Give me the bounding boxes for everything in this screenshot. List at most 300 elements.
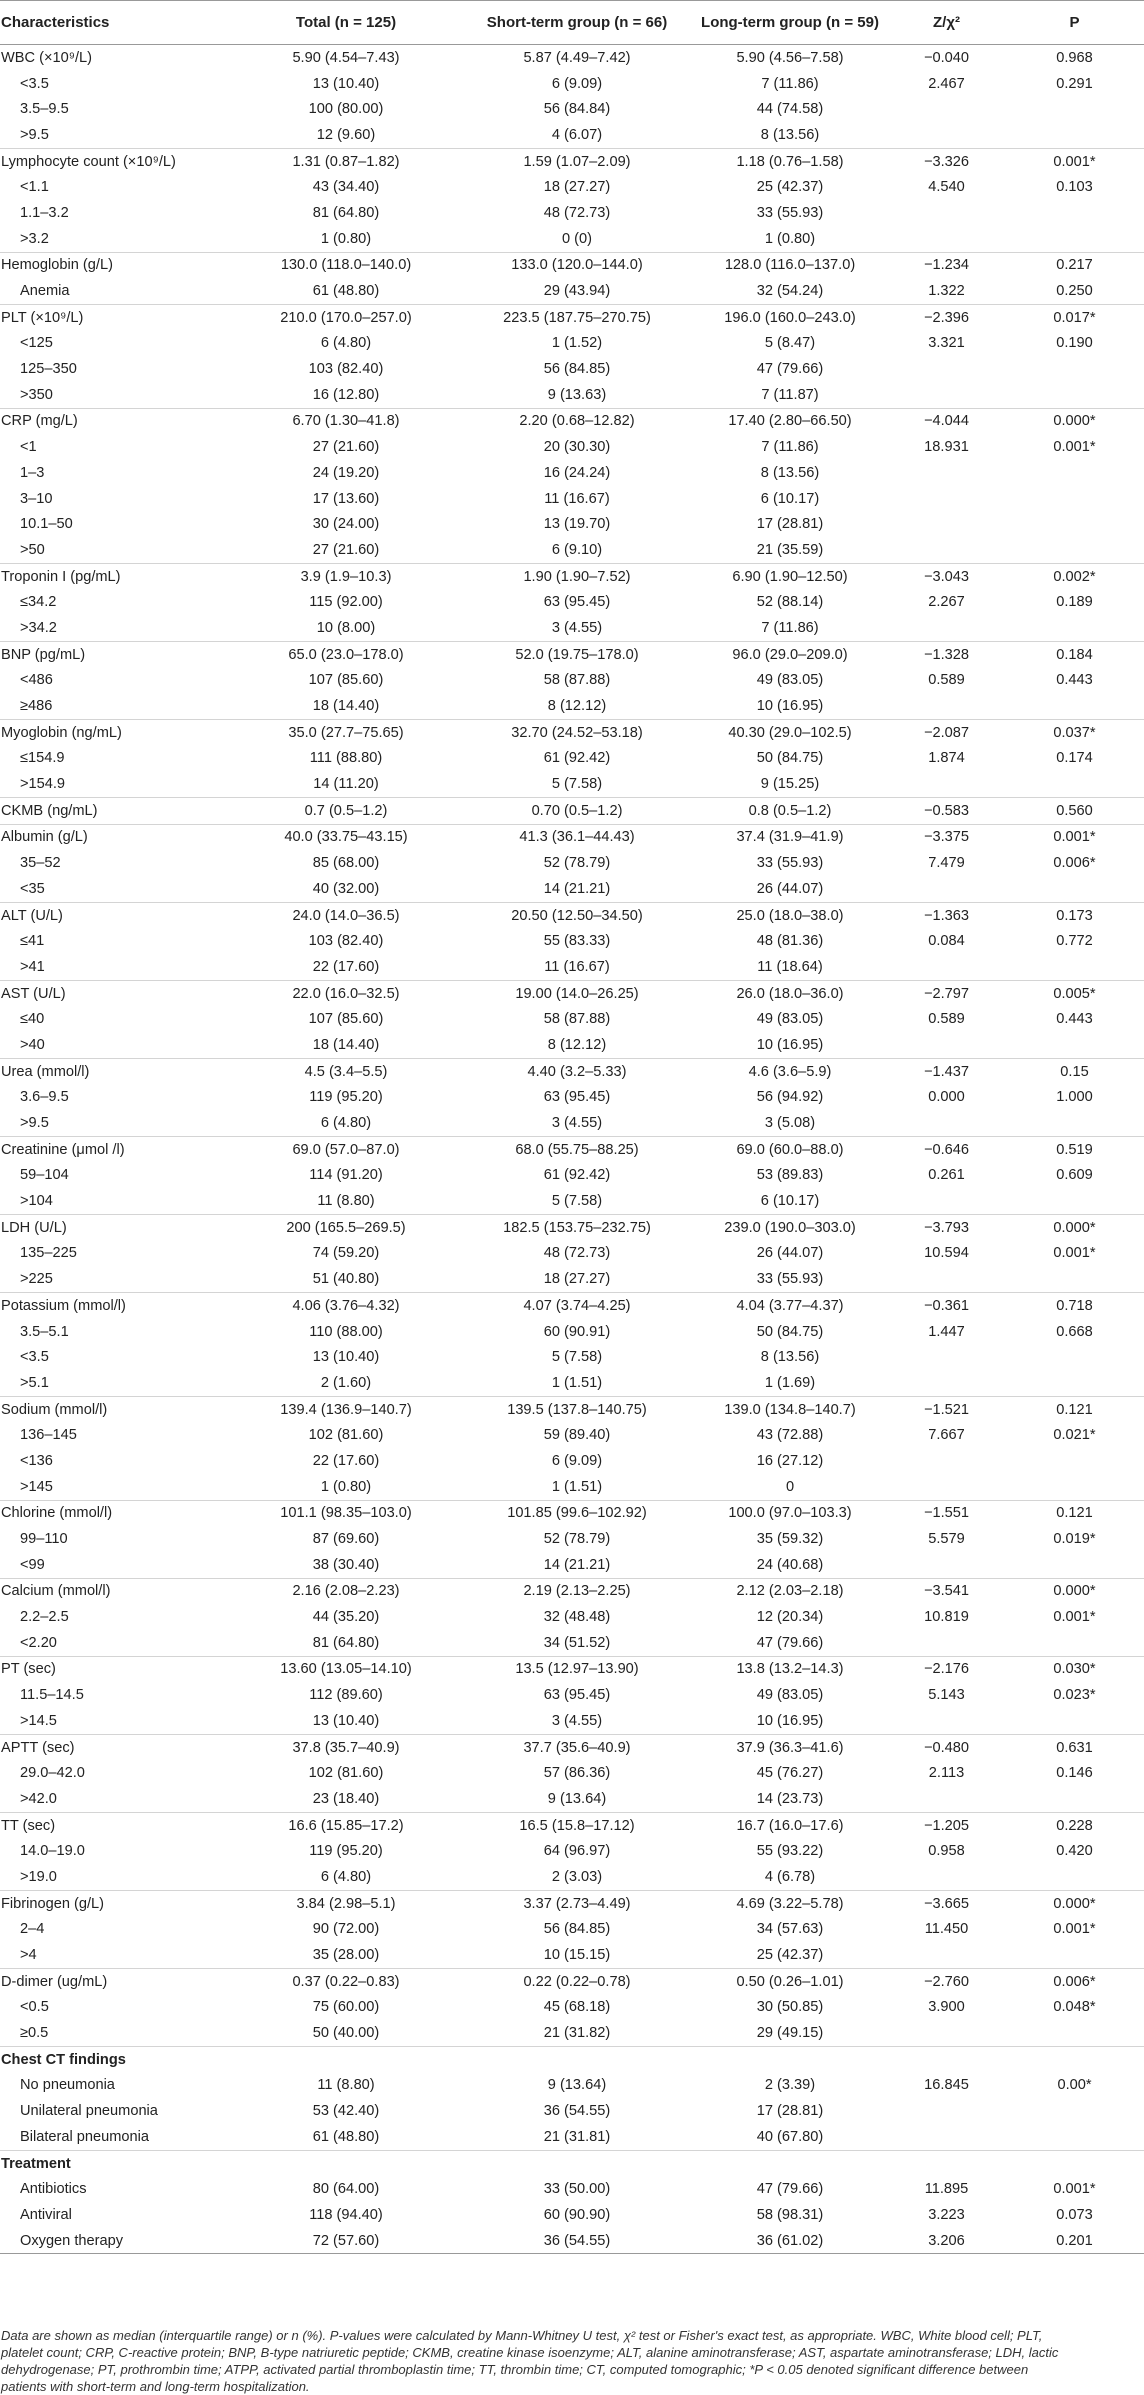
cell-z-chi2: −2.797 [888, 980, 1005, 1006]
row-label: Troponin I (pg/mL) [0, 563, 230, 589]
row-label: Urea (mmol/l) [0, 1058, 230, 1084]
row-label: 3.5–5.1 [20, 1323, 69, 1340]
cell-total: 0.7 (0.5–1.2) [230, 797, 462, 824]
cell-short-term: 1 (1.51) [551, 1374, 603, 1391]
row-label: <3.5 [20, 1349, 49, 1366]
cell-total: 24.0 (14.0–36.5) [230, 902, 462, 928]
cell-total: 103 (82.40) [308, 361, 384, 378]
table-row [0, 902, 1144, 928]
cell-z-chi2: −1.234 [888, 252, 1005, 278]
row-label: Anemia [20, 283, 70, 300]
row-label: APTT (sec) [0, 1734, 230, 1760]
cell-long-term: 37.9 (36.3–41.6) [692, 1734, 888, 1760]
cell-z-chi2: −3.793 [888, 1214, 1005, 1240]
cell-short-term: 6 (9.09) [551, 1452, 603, 1469]
cell-short-term: 32.70 (24.52–53.18) [462, 719, 692, 745]
cell-z-chi2: 16.845 [924, 2077, 969, 2094]
cell-total [230, 2150, 462, 2176]
table-row [0, 876, 1144, 902]
cell-total: 11 (8.80) [317, 1193, 375, 1210]
row-label: ≤40 [20, 1011, 45, 1028]
row-label: >145 [20, 1478, 53, 1495]
row-label: >104 [20, 1193, 53, 1210]
table-row [0, 252, 1144, 278]
cell-long-term: 16 (27.12) [756, 1452, 824, 1469]
cell-z-chi2 [888, 2020, 1005, 2046]
row-label: >9.5 [20, 1115, 49, 1132]
cell-z-chi2 [888, 537, 1005, 563]
table-row [0, 331, 1144, 357]
cell-short-term: 18 (27.27) [543, 1271, 611, 1288]
cell-p-value: 0.560 [1005, 797, 1144, 824]
cell-p-value: 0.190 [1056, 335, 1093, 352]
cell-p-value: 0.250 [1056, 283, 1093, 300]
row-label: >3.2 [20, 230, 49, 247]
cell-z-chi2 [888, 1786, 1005, 1812]
cell-total: 17 (13.60) [312, 490, 380, 507]
row-label: >40 [20, 1036, 45, 1053]
footnote-line: Data are shown as median (interquartile range) or n (%). P-values were calculated by Mann-Whitney U test, χ² test or Fisher's exact test, as appropriate. WBC, White blood cell; PLT, [1, 2328, 1043, 2343]
cell-z-chi2 [888, 1370, 1005, 1396]
cell-long-term: 69.0 (60.0–88.0) [692, 1136, 888, 1162]
row-label: >14.5 [20, 1712, 57, 1729]
row-label: 2–4 [20, 1921, 45, 1938]
cell-p-value: 0.519 [1005, 1136, 1144, 1162]
cell-short-term: 58 (87.88) [543, 672, 611, 689]
cell-long-term: 43 (72.88) [756, 1427, 824, 1444]
cell-p-value [1005, 1708, 1144, 1734]
cell-long-term: 58 (98.31) [756, 2206, 824, 2223]
cell-total: 114 (91.20) [309, 1167, 383, 1184]
table-row [0, 1163, 1144, 1189]
cell-total: 11 (8.80) [317, 2077, 375, 2094]
table-footnote [1, 2327, 1139, 2395]
cell-total: 14 (11.20) [313, 776, 379, 793]
cell-long-term: 47 (79.66) [756, 2181, 824, 2198]
cell-short-term: 61 (92.42) [543, 750, 611, 767]
table-row [0, 2020, 1144, 2046]
cell-p-value: 0.121 [1005, 1500, 1144, 1526]
cell-total: 40.0 (33.75–43.15) [230, 824, 462, 850]
row-label: 11.5–14.5 [20, 1687, 84, 1704]
cell-long-term: 37.4 (31.9–41.9) [692, 824, 888, 850]
cell-p-value [1005, 486, 1144, 512]
cell-long-term: 50 (84.75) [756, 750, 824, 767]
row-label: >42.0 [20, 1790, 57, 1807]
cell-p-value [1005, 537, 1144, 563]
cell-short-term: 37.7 (35.6–40.9) [462, 1734, 692, 1760]
table-row [0, 2176, 1144, 2202]
cell-total: 16 (12.80) [312, 386, 380, 403]
row-label: 59–104 [20, 1167, 69, 1184]
cell-total: 200 (165.5–269.5) [230, 1214, 462, 1240]
cell-short-term: 6 (9.09) [551, 75, 603, 92]
cell-short-term: 2 (3.03) [551, 1868, 603, 1885]
cell-long-term: 6.90 (1.90–12.50) [692, 563, 888, 589]
cell-long-term: 30 (50.85) [756, 1999, 824, 2016]
cell-z-chi2: 0.261 [928, 1167, 965, 1184]
cell-z-chi2: −2.176 [888, 1656, 1005, 1682]
table-row [0, 1942, 1144, 1968]
row-label: D-dimer (ug/mL) [0, 1968, 230, 1994]
row-label: Myoglobin (ng/mL) [0, 719, 230, 745]
cell-short-term: 4 (6.07) [551, 126, 603, 143]
header-p: P [1005, 1, 1144, 45]
cell-z-chi2: −0.646 [888, 1136, 1005, 1162]
cell-p-value: 0.006* [1053, 855, 1096, 872]
cell-total: 13.60 (13.05–14.10) [230, 1656, 462, 1682]
cell-short-term: 36 (54.55) [543, 2103, 611, 2120]
cell-p-value: 0.023* [1053, 1687, 1096, 1704]
header-characteristics: Characteristics [0, 1, 230, 45]
cell-z-chi2 [888, 771, 1005, 797]
cell-short-term: 48 (72.73) [543, 204, 611, 221]
cell-p-value: 0.173 [1005, 902, 1144, 928]
row-label: 1–3 [20, 464, 45, 481]
cell-z-chi2: 5.143 [928, 1687, 965, 1704]
table-row [0, 2124, 1144, 2150]
header-total: Total (n = 125) [230, 1, 462, 45]
cell-short-term: 9 (13.63) [547, 386, 607, 403]
cell-z-chi2 [888, 1110, 1005, 1136]
row-label: 1.1–3.2 [20, 204, 69, 221]
table-row [0, 96, 1144, 122]
cell-z-chi2 [888, 1864, 1005, 1890]
table-row [0, 1864, 1144, 1890]
table-row [0, 1448, 1144, 1474]
row-label: 125–350 [20, 361, 77, 378]
cell-short-term: 9 (13.64) [547, 2077, 607, 2094]
cell-total: 53 (42.40) [312, 2103, 380, 2120]
cell-p-value: 0.002* [1005, 563, 1144, 589]
cell-long-term: 139.0 (134.8–140.7) [692, 1396, 888, 1422]
cell-long-term: 8 (13.56) [760, 464, 820, 481]
row-label: <1 [20, 439, 37, 456]
cell-p-value: 0.15 [1005, 1058, 1144, 1084]
cell-short-term: 11 (16.67) [544, 958, 610, 975]
cell-long-term: 35 (59.32) [756, 1531, 824, 1548]
table-row [0, 1760, 1144, 1786]
cell-p-value [1005, 356, 1144, 382]
cell-short-term: 45 (68.18) [543, 1999, 611, 2016]
cell-total: 139.4 (136.9–140.7) [230, 1396, 462, 1422]
cell-z-chi2 [888, 1266, 1005, 1292]
table-row [0, 200, 1144, 226]
cell-long-term: 56 (94.92) [756, 1089, 824, 1106]
row-label: >154.9 [20, 776, 66, 793]
cell-total: 74 (59.20) [312, 1245, 380, 1262]
cell-long-term: 26.0 (18.0–36.0) [692, 980, 888, 1006]
cell-p-value: 0.184 [1005, 641, 1144, 667]
cell-z-chi2: 10.819 [924, 1609, 969, 1626]
cell-long-term: 239.0 (190.0–303.0) [692, 1214, 888, 1240]
header-row [0, 1, 1144, 45]
table-row [0, 148, 1144, 174]
cell-short-term: 29 (43.94) [543, 283, 611, 300]
table-row [0, 537, 1144, 563]
cell-short-term: 58 (87.88) [543, 1011, 611, 1028]
cell-z-chi2: 3.321 [928, 335, 965, 352]
row-label: Calcium (mmol/l) [0, 1578, 230, 1604]
cell-total: 118 (94.40) [309, 2206, 383, 2223]
cell-long-term: 45 (76.27) [756, 1765, 824, 1782]
table-row [0, 1890, 1144, 1916]
row-label: ≤34.2 [20, 594, 57, 611]
cell-long-term: 40.30 (29.0–102.5) [692, 719, 888, 745]
cell-total: 103 (82.40) [308, 933, 384, 950]
cell-z-chi2: 5.579 [928, 1531, 965, 1548]
cell-z-chi2: 11.895 [924, 2181, 969, 2198]
cell-short-term: 21 (31.81) [543, 2128, 611, 2145]
cell-long-term: 17.40 (2.80–66.50) [692, 408, 888, 434]
cell-p-value: 0.037* [1005, 719, 1144, 745]
table-row [0, 797, 1144, 824]
cell-p-value [1005, 954, 1144, 980]
row-label: PT (sec) [0, 1656, 230, 1682]
cell-z-chi2 [888, 954, 1005, 980]
row-label: Oxygen therapy [0, 2228, 230, 2254]
cell-p-value [1005, 1032, 1144, 1058]
table-row [0, 1812, 1144, 1838]
cell-total: 72 (57.60) [230, 2228, 462, 2254]
table-row [0, 1968, 1144, 1994]
cell-short-term: 16 (24.24) [543, 464, 611, 481]
cell-short-term: 0.22 (0.22–0.78) [462, 1968, 692, 1994]
cell-total: 87 (69.60) [312, 1531, 380, 1548]
cell-total: 75 (60.00) [312, 1999, 380, 2016]
cell-z-chi2 [888, 2046, 1005, 2072]
row-label: ALT (U/L) [0, 902, 230, 928]
table-row [0, 382, 1144, 408]
table-row [0, 1526, 1144, 1552]
cell-p-value: 0.019* [1053, 1531, 1096, 1548]
cell-p-value: 0.001* [1053, 439, 1096, 456]
cell-short-term: 55 (83.33) [543, 933, 611, 950]
cell-p-value: 0.217 [1005, 252, 1144, 278]
cell-z-chi2 [888, 1552, 1005, 1578]
table-row [0, 954, 1144, 980]
cell-short-term: 13.5 (12.97–13.90) [462, 1656, 692, 1682]
row-label: Bilateral pneumonia [20, 2128, 149, 2145]
cell-total: 13 (10.40) [312, 75, 380, 92]
cell-z-chi2: −1.551 [888, 1500, 1005, 1526]
cell-p-value: 0.772 [1056, 933, 1093, 950]
cell-short-term: 2.20 (0.68–12.82) [462, 408, 692, 434]
cell-short-term: 5 (7.58) [551, 1193, 603, 1210]
cell-p-value: 1.000 [1056, 1089, 1093, 1106]
cell-p-value: 0.228 [1005, 1812, 1144, 1838]
cell-p-value: 0.000* [1005, 1578, 1144, 1604]
cell-z-chi2: −1.521 [888, 1396, 1005, 1422]
cell-z-chi2: −3.665 [888, 1890, 1005, 1916]
table-row [0, 304, 1144, 330]
cell-long-term: 0 [785, 1478, 795, 1495]
cell-short-term: 63 (95.45) [543, 1687, 611, 1704]
cell-p-value: 0.718 [1005, 1293, 1144, 1319]
table-row [0, 2228, 1144, 2254]
cell-short-term: 8 (12.12) [547, 698, 607, 715]
cell-short-term: 59 (89.40) [543, 1427, 611, 1444]
cell-z-chi2 [888, 615, 1005, 641]
cell-long-term: 4 (6.78) [764, 1868, 816, 1885]
cell-long-term: 21 (35.59) [756, 541, 824, 558]
cell-long-term: 33 (55.93) [756, 1271, 824, 1288]
row-label: Chlorine (mmol/l) [0, 1500, 230, 1526]
row-label: <3.5 [20, 75, 49, 92]
table-row [0, 226, 1144, 252]
row-label: Potassium (mmol/l) [0, 1293, 230, 1319]
table-row [0, 693, 1144, 719]
row-label: Antibiotics [20, 2181, 87, 2198]
cell-z-chi2: 3.206 [888, 2228, 1005, 2254]
cell-short-term: 63 (95.45) [543, 594, 611, 611]
cell-total: 2 (1.60) [320, 1374, 372, 1391]
cell-total: 90 (72.00) [312, 1921, 380, 1938]
cell-long-term: 47 (79.66) [756, 1634, 824, 1651]
cell-p-value [1005, 1370, 1144, 1396]
cell-z-chi2: 10.594 [924, 1245, 969, 1262]
cell-z-chi2: 4.540 [928, 179, 965, 196]
cell-long-term: 10 (16.95) [756, 1712, 824, 1729]
cell-long-term [692, 2046, 888, 2072]
row-label: >9.5 [20, 126, 49, 143]
row-label: >5.1 [20, 1374, 49, 1391]
cell-z-chi2: −3.043 [888, 563, 1005, 589]
table-row [0, 1241, 1144, 1267]
cell-z-chi2: −2.760 [888, 1968, 1005, 1994]
cell-p-value: 0.001* [1053, 2181, 1096, 2198]
cell-long-term: 7 (11.86) [761, 619, 819, 636]
cell-short-term: 56 (84.84) [543, 101, 611, 118]
cell-short-term: 60 (90.91) [543, 1323, 611, 1340]
cell-z-chi2 [888, 2098, 1005, 2124]
cell-p-value: 0.968 [1005, 45, 1144, 71]
cell-p-value [1005, 226, 1144, 252]
cell-long-term: 11 (18.64) [757, 958, 823, 975]
cell-z-chi2: 3.223 [928, 2206, 965, 2223]
cell-total: 44 (35.20) [312, 1609, 380, 1626]
table-row [0, 1058, 1144, 1084]
cell-total: 61 (48.80) [312, 283, 380, 300]
cell-total: 111 (88.80) [309, 750, 383, 767]
cell-long-term: 13.8 (13.2–14.3) [692, 1656, 888, 1682]
cell-total: 61 (48.80) [312, 2128, 380, 2145]
cell-short-term [462, 2046, 692, 2072]
cell-z-chi2 [888, 460, 1005, 486]
table-row [0, 1578, 1144, 1604]
cell-short-term: 1 (1.52) [551, 335, 603, 352]
cell-short-term: 21 (31.82) [543, 2025, 611, 2042]
table-row [0, 746, 1144, 772]
footnote-line: platelet count; CRP, C-reactive protein; BNP, B-type natriuretic peptide; CKMB, creatine kinase isoenzyme; ALT, alanine aminotransferase; AST, aspartate aminotransferase; LDH, lactic [1, 2345, 1059, 2360]
cell-p-value: 0.609 [1056, 1167, 1093, 1184]
table-row [0, 1370, 1144, 1396]
cell-total: 102 (81.60) [308, 1427, 384, 1444]
cell-long-term: 50 (84.75) [756, 1323, 824, 1340]
cell-long-term: 5.90 (4.56–7.58) [692, 45, 888, 71]
cell-p-value [1005, 1448, 1144, 1474]
cell-z-chi2 [888, 1344, 1005, 1370]
header-long-term: Long-term group (n = 59) [692, 1, 888, 45]
cell-z-chi2: −1.437 [888, 1058, 1005, 1084]
table-row [0, 615, 1144, 641]
cell-short-term: 68.0 (55.75–88.25) [462, 1136, 692, 1162]
cell-total: 5.90 (4.54–7.43) [230, 45, 462, 71]
table-row [0, 1422, 1144, 1448]
cell-long-term: 49 (83.05) [756, 1011, 824, 1028]
cell-z-chi2: −3.326 [888, 148, 1005, 174]
cell-long-term: 100.0 (97.0–103.3) [692, 1500, 888, 1526]
row-label: No pneumonia [20, 2077, 115, 2094]
cell-short-term: 0 (0) [561, 230, 592, 247]
table-row [0, 1995, 1144, 2021]
row-label: 2.2–2.5 [20, 1609, 69, 1626]
table-row [0, 824, 1144, 850]
cell-p-value: 0.443 [1056, 1011, 1093, 1028]
row-label: 3.6–9.5 [20, 1089, 69, 1106]
table-row [0, 356, 1144, 382]
cell-long-term: 44 (74.58) [756, 101, 824, 118]
cell-long-term: 25.0 (18.0–38.0) [692, 902, 888, 928]
cell-z-chi2: −4.044 [888, 408, 1005, 434]
cell-long-term: 12 (20.34) [756, 1609, 824, 1626]
row-label: Unilateral pneumonia [20, 2103, 158, 2120]
cell-long-term: 4.6 (3.6–5.9) [692, 1058, 888, 1084]
cell-long-term: 32 (54.24) [756, 283, 824, 300]
cell-total: 85 (68.00) [312, 855, 380, 872]
cell-short-term: 4.40 (3.2–5.33) [462, 1058, 692, 1084]
cell-p-value [1005, 1344, 1144, 1370]
table-row [0, 71, 1144, 97]
cell-short-term: 36 (54.55) [462, 2228, 692, 2254]
table-row [0, 771, 1144, 797]
cell-long-term: 40 (67.80) [756, 2128, 824, 2145]
cell-long-term: 8 (13.56) [760, 126, 820, 143]
table-row [0, 563, 1144, 589]
cell-short-term: 139.5 (137.8–140.75) [462, 1396, 692, 1422]
row-label: >34.2 [20, 619, 57, 636]
cell-short-term: 14 (21.21) [543, 1556, 611, 1573]
cell-long-term: 34 (57.63) [756, 1921, 824, 1938]
cell-short-term: 11 (16.67) [544, 490, 610, 507]
cell-short-term: 9 (13.64) [547, 1790, 607, 1807]
section-row [0, 2150, 1144, 2176]
table-row [0, 1085, 1144, 1111]
row-label: 99–110 [20, 1531, 68, 1548]
cell-p-value: 0.00* [1057, 2077, 1092, 2094]
cell-p-value: 0.420 [1056, 1843, 1093, 1860]
cell-long-term: 5 (8.47) [764, 335, 816, 352]
row-label: Creatinine (μmol /l) [0, 1136, 230, 1162]
cell-total: 38 (30.40) [312, 1556, 380, 1573]
cell-p-value [1005, 1266, 1144, 1292]
cell-long-term: 4.69 (3.22–5.78) [692, 1890, 888, 1916]
cell-short-term: 101.85 (99.6–102.92) [462, 1500, 692, 1526]
table-row [0, 1214, 1144, 1240]
cell-p-value: 0.189 [1056, 594, 1093, 611]
cell-short-term: 56 (84.85) [543, 1921, 611, 1938]
cell-total: 23 (18.40) [312, 1790, 380, 1807]
cell-p-value [1005, 693, 1144, 719]
cell-total: 81 (64.80) [312, 204, 380, 221]
cell-z-chi2 [888, 511, 1005, 537]
table-row [0, 1630, 1144, 1656]
cell-total: 119 (95.20) [309, 1843, 383, 1860]
cell-total: 130.0 (118.0–140.0) [230, 252, 462, 278]
cell-long-term: 6 (10.17) [760, 1193, 820, 1210]
cell-z-chi2: 7.667 [928, 1427, 965, 1444]
table-row [0, 719, 1144, 745]
